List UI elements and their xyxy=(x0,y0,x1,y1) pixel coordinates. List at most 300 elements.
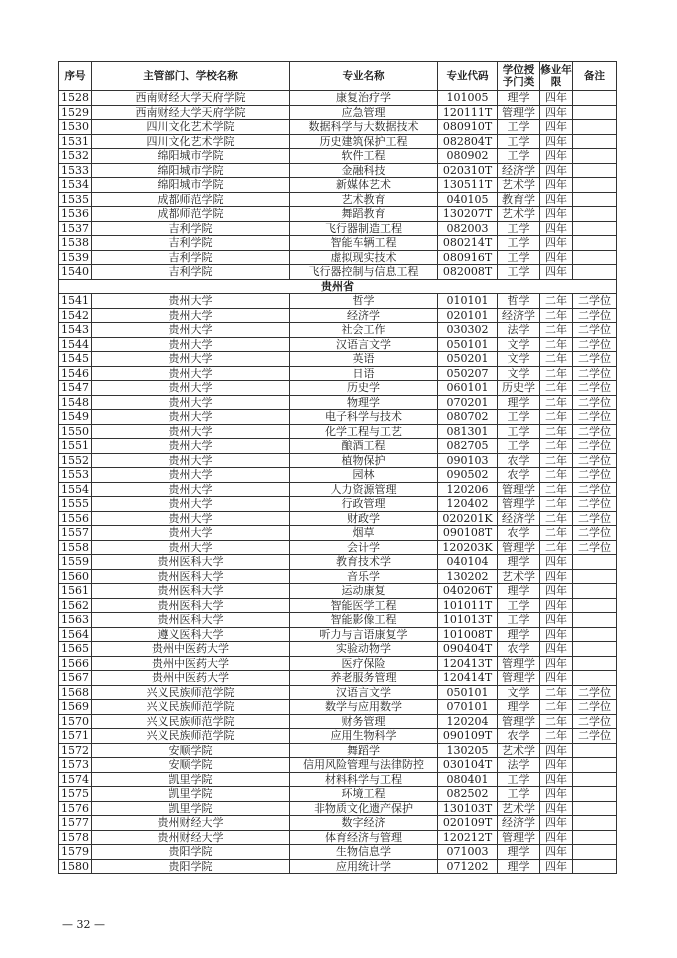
cell-notes xyxy=(573,656,617,671)
cell-years: 四年 xyxy=(540,120,573,135)
cell-seq: 1536 xyxy=(59,207,92,222)
cell-school: 兴义民族师范学院 xyxy=(92,729,290,744)
cell-degree: 艺术学 xyxy=(498,569,540,584)
cell-code: 071003 xyxy=(438,845,498,860)
cell-seq: 1550 xyxy=(59,424,92,439)
table-row xyxy=(59,366,617,381)
cell-notes xyxy=(573,569,617,584)
cell-years: 二年 xyxy=(540,439,573,454)
cell-degree: 工学 xyxy=(498,120,540,135)
table-row xyxy=(59,685,617,700)
cell-school: 凯里学院 xyxy=(92,772,290,787)
cell-major: 人力资源管理 xyxy=(290,482,438,497)
header-degree: 学位授予门类 xyxy=(498,62,540,91)
table-row xyxy=(59,627,617,642)
cell-major: 体育经济与管理 xyxy=(290,830,438,845)
cell-notes xyxy=(573,163,617,178)
table-row xyxy=(59,410,617,425)
cell-notes: 二学位 xyxy=(573,395,617,410)
cell-major: 信用风险管理与法律防控 xyxy=(290,758,438,773)
province-row xyxy=(59,279,617,294)
cell-major: 智能车辆工程 xyxy=(290,236,438,251)
cell-years: 四年 xyxy=(540,642,573,657)
cell-notes: 二学位 xyxy=(573,729,617,744)
cell-years: 二年 xyxy=(540,366,573,381)
table-row xyxy=(59,134,617,149)
cell-code: 080214T xyxy=(438,236,498,251)
cell-seq: 1571 xyxy=(59,729,92,744)
cell-school: 贵阳学院 xyxy=(92,845,290,860)
cell-code: 060101 xyxy=(438,381,498,396)
cell-years: 四年 xyxy=(540,207,573,222)
cell-notes xyxy=(573,787,617,802)
cell-seq: 1551 xyxy=(59,439,92,454)
cell-years: 四年 xyxy=(540,91,573,106)
cell-school: 贵州大学 xyxy=(92,381,290,396)
cell-school: 贵州大学 xyxy=(92,294,290,309)
cell-notes: 二学位 xyxy=(573,526,617,541)
cell-years: 四年 xyxy=(540,265,573,280)
cell-notes xyxy=(573,772,617,787)
cell-major: 哲学 xyxy=(290,294,438,309)
cell-major: 艺术教育 xyxy=(290,192,438,207)
cell-notes xyxy=(573,627,617,642)
cell-code: 130103T xyxy=(438,801,498,816)
cell-notes: 二学位 xyxy=(573,381,617,396)
cell-major: 财务管理 xyxy=(290,714,438,729)
cell-school: 西南财经大学天府学院 xyxy=(92,105,290,120)
cell-code: 020310T xyxy=(438,163,498,178)
cell-seq: 1538 xyxy=(59,236,92,251)
cell-degree: 理学 xyxy=(498,584,540,599)
cell-degree: 理学 xyxy=(498,555,540,570)
cell-years: 四年 xyxy=(540,149,573,164)
cell-seq: 1570 xyxy=(59,714,92,729)
cell-notes: 二学位 xyxy=(573,337,617,352)
cell-seq: 1560 xyxy=(59,569,92,584)
table-row xyxy=(59,714,617,729)
cell-notes: 二学位 xyxy=(573,352,617,367)
table-row xyxy=(59,192,617,207)
cell-school: 贵州大学 xyxy=(92,366,290,381)
cell-seq: 1574 xyxy=(59,772,92,787)
cell-seq: 1572 xyxy=(59,743,92,758)
cell-code: 120206 xyxy=(438,482,498,497)
header-code: 专业代码 xyxy=(438,62,498,91)
cell-years: 四年 xyxy=(540,830,573,845)
cell-degree: 艺术学 xyxy=(498,801,540,816)
table-row xyxy=(59,308,617,323)
cell-major: 教育技术学 xyxy=(290,555,438,570)
province-label: 贵州省 xyxy=(59,279,617,294)
cell-major: 材料科学与工程 xyxy=(290,772,438,787)
cell-major: 智能医学工程 xyxy=(290,598,438,613)
cell-seq: 1580 xyxy=(59,859,92,874)
cell-major: 英语 xyxy=(290,352,438,367)
cell-major: 植物保护 xyxy=(290,453,438,468)
cell-code: 082804T xyxy=(438,134,498,149)
cell-years: 四年 xyxy=(540,656,573,671)
table-row xyxy=(59,613,617,628)
cell-school: 贵州医科大学 xyxy=(92,613,290,628)
table-row xyxy=(59,743,617,758)
cell-code: 020101 xyxy=(438,308,498,323)
cell-degree: 工学 xyxy=(498,265,540,280)
cell-major: 智能影像工程 xyxy=(290,613,438,628)
cell-years: 二年 xyxy=(540,395,573,410)
cell-school: 成都师范学院 xyxy=(92,192,290,207)
table-row xyxy=(59,540,617,555)
header-seq: 序号 xyxy=(59,62,92,91)
cell-notes: 二学位 xyxy=(573,685,617,700)
cell-school: 贵州中医药大学 xyxy=(92,671,290,686)
cell-school: 贵州财经大学 xyxy=(92,830,290,845)
cell-notes xyxy=(573,120,617,135)
cell-school: 遵义医科大学 xyxy=(92,627,290,642)
table-row xyxy=(59,207,617,222)
table-row xyxy=(59,584,617,599)
cell-degree: 历史学 xyxy=(498,381,540,396)
table-row xyxy=(59,178,617,193)
cell-school: 成都师范学院 xyxy=(92,207,290,222)
cell-degree: 工学 xyxy=(498,250,540,265)
cell-notes xyxy=(573,265,617,280)
cell-school: 贵州医科大学 xyxy=(92,569,290,584)
cell-code: 080910T xyxy=(438,120,498,135)
cell-code: 120204 xyxy=(438,714,498,729)
cell-years: 二年 xyxy=(540,729,573,744)
cell-years: 二年 xyxy=(540,323,573,338)
cell-seq: 1532 xyxy=(59,149,92,164)
cell-school: 贵州医科大学 xyxy=(92,555,290,570)
cell-years: 二年 xyxy=(540,714,573,729)
cell-major: 新媒体艺术 xyxy=(290,178,438,193)
table-row xyxy=(59,236,617,251)
cell-notes: 二学位 xyxy=(573,410,617,425)
cell-notes: 二学位 xyxy=(573,714,617,729)
cell-code: 070201 xyxy=(438,395,498,410)
majors-table xyxy=(58,61,617,874)
cell-years: 四年 xyxy=(540,845,573,860)
cell-major: 历史建筑保护工程 xyxy=(290,134,438,149)
cell-seq: 1540 xyxy=(59,265,92,280)
table-row xyxy=(59,642,617,657)
cell-degree: 管理学 xyxy=(498,830,540,845)
cell-seq: 1539 xyxy=(59,250,92,265)
cell-years: 四年 xyxy=(540,192,573,207)
cell-years: 四年 xyxy=(540,816,573,831)
cell-school: 贵州大学 xyxy=(92,337,290,352)
cell-school: 兴义民族师范学院 xyxy=(92,700,290,715)
cell-notes xyxy=(573,250,617,265)
table-row xyxy=(59,859,617,874)
cell-years: 二年 xyxy=(540,685,573,700)
cell-major: 实验动物学 xyxy=(290,642,438,657)
cell-major: 日语 xyxy=(290,366,438,381)
cell-code: 082705 xyxy=(438,439,498,454)
cell-school: 四川文化艺术学院 xyxy=(92,134,290,149)
cell-years: 四年 xyxy=(540,221,573,236)
cell-school: 兴义民族师范学院 xyxy=(92,714,290,729)
cell-degree: 工学 xyxy=(498,772,540,787)
cell-years: 二年 xyxy=(540,497,573,512)
cell-degree: 工学 xyxy=(498,410,540,425)
cell-seq: 1535 xyxy=(59,192,92,207)
table-row xyxy=(59,801,617,816)
cell-degree: 文学 xyxy=(498,352,540,367)
cell-major: 医疗保险 xyxy=(290,656,438,671)
cell-code: 071202 xyxy=(438,859,498,874)
cell-school: 四川文化艺术学院 xyxy=(92,120,290,135)
cell-years: 二年 xyxy=(540,352,573,367)
cell-code: 040105 xyxy=(438,192,498,207)
cell-school: 贵州大学 xyxy=(92,482,290,497)
cell-major: 养老服务管理 xyxy=(290,671,438,686)
table-row xyxy=(59,569,617,584)
cell-major: 舞蹈教育 xyxy=(290,207,438,222)
cell-degree: 农学 xyxy=(498,526,540,541)
table-row xyxy=(59,758,617,773)
cell-seq: 1542 xyxy=(59,308,92,323)
cell-school: 绵阳城市学院 xyxy=(92,178,290,193)
cell-major: 虚拟现实技术 xyxy=(290,250,438,265)
cell-code: 101008T xyxy=(438,627,498,642)
cell-years: 二年 xyxy=(540,511,573,526)
cell-notes xyxy=(573,236,617,251)
cell-degree: 工学 xyxy=(498,598,540,613)
cell-notes: 二学位 xyxy=(573,424,617,439)
table-row xyxy=(59,294,617,309)
cell-degree: 文学 xyxy=(498,366,540,381)
cell-major: 园林 xyxy=(290,468,438,483)
cell-school: 贵州大学 xyxy=(92,424,290,439)
table-row xyxy=(59,671,617,686)
cell-notes xyxy=(573,91,617,106)
cell-seq: 1541 xyxy=(59,294,92,309)
cell-seq: 1567 xyxy=(59,671,92,686)
cell-years: 二年 xyxy=(540,540,573,555)
cell-degree: 理学 xyxy=(498,91,540,106)
cell-degree: 工学 xyxy=(498,613,540,628)
cell-code: 050101 xyxy=(438,685,498,700)
cell-seq: 1543 xyxy=(59,323,92,338)
cell-school: 贵州大学 xyxy=(92,352,290,367)
cell-notes xyxy=(573,816,617,831)
table-row xyxy=(59,700,617,715)
cell-notes xyxy=(573,207,617,222)
cell-seq: 1576 xyxy=(59,801,92,816)
cell-major: 飞行器制造工程 xyxy=(290,221,438,236)
cell-code: 090103 xyxy=(438,453,498,468)
cell-degree: 工学 xyxy=(498,787,540,802)
cell-notes: 二学位 xyxy=(573,323,617,338)
cell-seq: 1578 xyxy=(59,830,92,845)
cell-major: 康复治疗学 xyxy=(290,91,438,106)
cell-notes: 二学位 xyxy=(573,453,617,468)
cell-code: 080401 xyxy=(438,772,498,787)
cell-notes: 二学位 xyxy=(573,468,617,483)
cell-years: 四年 xyxy=(540,569,573,584)
cell-years: 四年 xyxy=(540,163,573,178)
cell-notes: 二学位 xyxy=(573,700,617,715)
header-notes: 备注 xyxy=(573,62,617,91)
cell-school: 安顺学院 xyxy=(92,743,290,758)
cell-degree: 管理学 xyxy=(498,714,540,729)
cell-notes xyxy=(573,105,617,120)
cell-major: 环境工程 xyxy=(290,787,438,802)
cell-degree: 工学 xyxy=(498,236,540,251)
cell-notes: 二学位 xyxy=(573,482,617,497)
table-row xyxy=(59,453,617,468)
cell-major: 应用生物科学 xyxy=(290,729,438,744)
table-row xyxy=(59,91,617,106)
cell-code: 090109T xyxy=(438,729,498,744)
cell-seq: 1530 xyxy=(59,120,92,135)
cell-school: 吉利学院 xyxy=(92,265,290,280)
cell-degree: 工学 xyxy=(498,149,540,164)
cell-years: 四年 xyxy=(540,772,573,787)
cell-major: 非物质文化遗产保护 xyxy=(290,801,438,816)
table-row xyxy=(59,482,617,497)
cell-school: 贵州大学 xyxy=(92,323,290,338)
cell-code: 030104T xyxy=(438,758,498,773)
cell-code: 050201 xyxy=(438,352,498,367)
cell-school: 贵州大学 xyxy=(92,453,290,468)
cell-code: 082003 xyxy=(438,221,498,236)
cell-notes xyxy=(573,598,617,613)
cell-major: 应急管理 xyxy=(290,105,438,120)
cell-major: 数据科学与大数据技术 xyxy=(290,120,438,135)
cell-major: 财政学 xyxy=(290,511,438,526)
cell-years: 二年 xyxy=(540,308,573,323)
cell-code: 050207 xyxy=(438,366,498,381)
cell-degree: 工学 xyxy=(498,424,540,439)
cell-seq: 1545 xyxy=(59,352,92,367)
cell-notes xyxy=(573,671,617,686)
table-row xyxy=(59,149,617,164)
cell-years: 四年 xyxy=(540,859,573,874)
cell-major: 经济学 xyxy=(290,308,438,323)
cell-code: 040104 xyxy=(438,555,498,570)
cell-degree: 农学 xyxy=(498,642,540,657)
cell-major: 烟草 xyxy=(290,526,438,541)
cell-code: 130205 xyxy=(438,743,498,758)
cell-school: 贵州大学 xyxy=(92,410,290,425)
cell-code: 101011T xyxy=(438,598,498,613)
cell-seq: 1531 xyxy=(59,134,92,149)
cell-school: 绵阳城市学院 xyxy=(92,149,290,164)
cell-degree: 经济学 xyxy=(498,308,540,323)
cell-code: 010101 xyxy=(438,294,498,309)
cell-degree: 工学 xyxy=(498,221,540,236)
cell-years: 四年 xyxy=(540,787,573,802)
cell-years: 四年 xyxy=(540,134,573,149)
cell-years: 四年 xyxy=(540,598,573,613)
cell-school: 吉利学院 xyxy=(92,221,290,236)
table-row xyxy=(59,439,617,454)
cell-years: 二年 xyxy=(540,410,573,425)
cell-school: 凯里学院 xyxy=(92,801,290,816)
cell-seq: 1558 xyxy=(59,540,92,555)
cell-code: 070101 xyxy=(438,700,498,715)
cell-code: 120212T xyxy=(438,830,498,845)
cell-degree: 农学 xyxy=(498,468,540,483)
cell-major: 社会工作 xyxy=(290,323,438,338)
cell-notes xyxy=(573,584,617,599)
header-school: 主管部门、学校名称 xyxy=(92,62,290,91)
cell-code: 101005 xyxy=(438,91,498,106)
cell-seq: 1533 xyxy=(59,163,92,178)
cell-school: 贵州大学 xyxy=(92,497,290,512)
cell-degree: 艺术学 xyxy=(498,743,540,758)
cell-years: 二年 xyxy=(540,294,573,309)
table-row xyxy=(59,526,617,541)
cell-seq: 1573 xyxy=(59,758,92,773)
cell-degree: 农学 xyxy=(498,453,540,468)
cell-years: 二年 xyxy=(540,453,573,468)
cell-years: 二年 xyxy=(540,424,573,439)
table-row xyxy=(59,105,617,120)
cell-school: 贵州中医药大学 xyxy=(92,642,290,657)
cell-seq: 1559 xyxy=(59,555,92,570)
cell-code: 082502 xyxy=(438,787,498,802)
cell-notes xyxy=(573,149,617,164)
cell-years: 四年 xyxy=(540,758,573,773)
cell-notes xyxy=(573,613,617,628)
cell-seq: 1575 xyxy=(59,787,92,802)
cell-code: 120414T xyxy=(438,671,498,686)
table-row xyxy=(59,323,617,338)
cell-major: 应用统计学 xyxy=(290,859,438,874)
cell-seq: 1565 xyxy=(59,642,92,657)
cell-code: 120413T xyxy=(438,656,498,671)
table-row xyxy=(59,816,617,831)
cell-degree: 工学 xyxy=(498,134,540,149)
cell-code: 120111T xyxy=(438,105,498,120)
cell-seq: 1553 xyxy=(59,468,92,483)
cell-seq: 1579 xyxy=(59,845,92,860)
cell-degree: 经济学 xyxy=(498,816,540,831)
header-years: 修业年限 xyxy=(540,62,573,91)
cell-seq: 1552 xyxy=(59,453,92,468)
table-row xyxy=(59,337,617,352)
cell-major: 化学工程与工艺 xyxy=(290,424,438,439)
cell-notes xyxy=(573,845,617,860)
table-row xyxy=(59,830,617,845)
cell-code: 130207T xyxy=(438,207,498,222)
cell-notes xyxy=(573,830,617,845)
cell-seq: 1544 xyxy=(59,337,92,352)
cell-degree: 理学 xyxy=(498,395,540,410)
cell-notes xyxy=(573,221,617,236)
cell-degree: 艺术学 xyxy=(498,207,540,222)
cell-degree: 理学 xyxy=(498,700,540,715)
header-row xyxy=(59,62,617,91)
cell-degree: 文学 xyxy=(498,685,540,700)
cell-school: 兴义民族师范学院 xyxy=(92,685,290,700)
cell-years: 四年 xyxy=(540,613,573,628)
cell-years: 二年 xyxy=(540,381,573,396)
cell-major: 会计学 xyxy=(290,540,438,555)
table-row xyxy=(59,424,617,439)
cell-school: 贵州医科大学 xyxy=(92,584,290,599)
cell-major: 听力与言语康复学 xyxy=(290,627,438,642)
cell-seq: 1564 xyxy=(59,627,92,642)
cell-notes: 二学位 xyxy=(573,308,617,323)
cell-years: 四年 xyxy=(540,250,573,265)
cell-seq: 1554 xyxy=(59,482,92,497)
cell-seq: 1555 xyxy=(59,497,92,512)
